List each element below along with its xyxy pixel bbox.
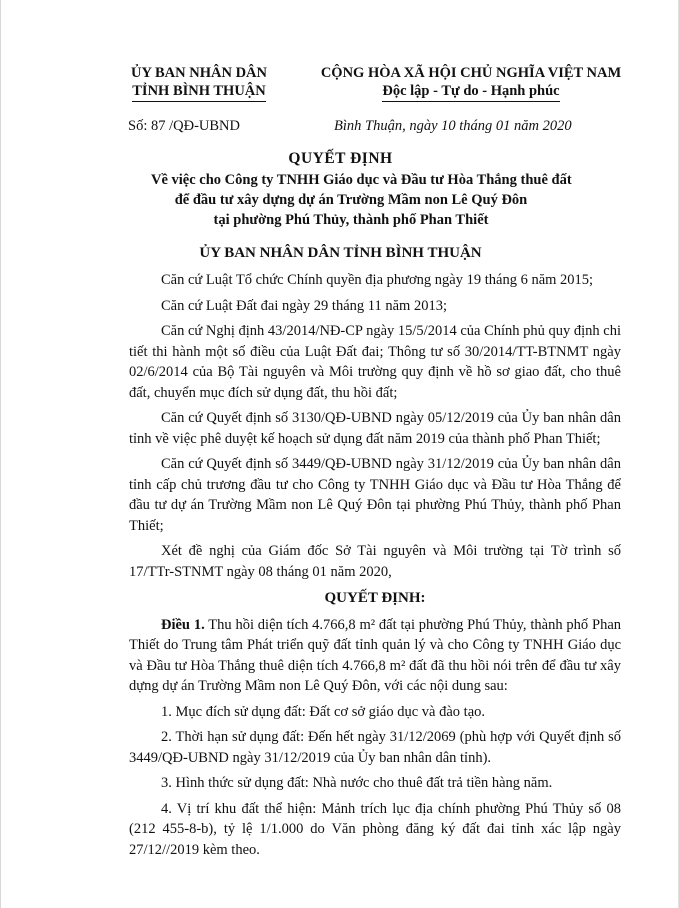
subject-line: Về việc cho Công ty TNHH Giáo dục và Đầu tư Hòa Thắng thuê đất: [151, 172, 572, 188]
issuer-heading: ỦY BAN NHÂN DÂN TỈNH BÌNH THUẬN: [199, 245, 482, 261]
decision-heading: QUYẾT ĐỊNH:: [324, 590, 426, 606]
document-title: QUYẾT ĐỊNH: [288, 150, 393, 167]
article-1-label: Điều 1.: [161, 616, 205, 633]
national-header: [306, 64, 636, 102]
article-item: 1. Mục đích sử dụng đất: Đất cơ sở giáo dục và đào tạo.: [161, 703, 485, 720]
org-line-1: ỦY BAN NHÂN DÂN: [130, 65, 267, 81]
issuing-authority-header: [109, 64, 289, 102]
article-item: 4. Vị trí khu đất thể hiện: Mảnh trích lục địa chính phường Phú Thủy số 08 (212 455-8-b), tỷ lệ 1/1.000 do Văn phòng đăng ký đất đai tỉnh xác lập ngày 27/12//2019 kèm theo.: [129, 800, 621, 858]
legal-basis-paragraph: Căn cứ Luật Đất đai ngày 29 tháng 11 năm 2013;: [161, 297, 447, 314]
subject-line: tại phường Phú Thủy, thành phố Phan Thiết: [213, 212, 489, 228]
legal-basis-paragraph: Căn cứ Quyết định số 3130/QĐ-UBND ngày 05/12/2019 của Ủy ban nhân dân tỉnh về việc phê duyệt kế hoạch sử dụng đất năm 2019 của thành phố Phan Thiết;: [129, 410, 621, 447]
legal-basis-paragraph: Căn cứ Nghị định 43/2014/NĐ-CP ngày 15/5/2014 của Chính phủ quy định chi tiết thi hành một số điều của Luật Đất đai; Thông tư số 30/2014/TT-BTNMT ngày 02/6/2014 của Bộ Tài nguyên và Môi trường quy định về hồ sơ giao đất, cho thuê đất, chuyển mục đích sử dụng đất, thu hồi đất;: [129, 323, 622, 401]
subject-line: để đầu tư xây dựng dự án Trường Mầm non Lê Quý Đôn: [174, 192, 528, 208]
article-item: 2. Thời hạn sử dụng đất: Đến hết ngày 31/12/2069 (phù hợp với Quyết định số 3449/QĐ-UBND ngày 31/12/2019 của Ủy ban nhân dân tỉnh).: [129, 729, 621, 766]
article-item: 3. Hình thức sử dụng đất: Nhà nước cho thuê đất trả tiền hàng năm.: [161, 775, 553, 791]
country-name: CỘNG HÒA XÃ HỘI CHỦ NGHĨA VIỆT NAM: [320, 65, 622, 81]
legal-basis-paragraph: Căn cứ Quyết định số 3449/QĐ-UBND ngày 31/12/2019 của Ủy ban nhân dân tỉnh cấp chủ trương đầu tư cho Công ty TNHH Giáo dục và Đầu tư Hòa Thắng để đầu tư dự án Trường Mầm non Lê Quý Đôn tại phường Phú Thủy, thành phố Phan Thiết;: [129, 456, 621, 534]
national-motto: Độc lập - Tự do - Hạnh phúc: [382, 82, 559, 102]
article-1-paragraph: [129, 615, 621, 697]
article-1-text: Thu hồi diện tích 4.766,8 m² đất tại phường Phú Thủy, thành phố Phan Thiết do Trung tâm Phát triển quỹ đất tỉnh quản lý và cho Công ty TNHH Giáo dục và Đầu tư Hòa Thắng thuê diện tích 4.766,8 m² đất đã thu hồi nói trên để đầu tư xây dựng dự án Trường Mầm non Lê Quý Đôn, với các nội dung sau:: [129, 616, 622, 694]
legal-basis-paragraph: Căn cứ Luật Tổ chức Chính quyền địa phương ngày 19 tháng 6 năm 2015;: [161, 272, 594, 288]
document-number: Số: 87 /QĐ-UBND: [128, 118, 240, 134]
legal-basis-paragraph: Xét đề nghị của Giám đốc Sở Tài nguyên và Môi trường tại Tờ trình số 17/TTr-STNMT ngày 08 tháng 01 năm 2020,: [129, 543, 621, 580]
place-and-date: Bình Thuận, ngày 10 tháng 01 năm 2020: [334, 118, 572, 134]
document-subject: [151, 170, 572, 230]
org-line-2: TỈNH BÌNH THUẬN: [132, 82, 265, 102]
document-body: [129, 270, 621, 865]
